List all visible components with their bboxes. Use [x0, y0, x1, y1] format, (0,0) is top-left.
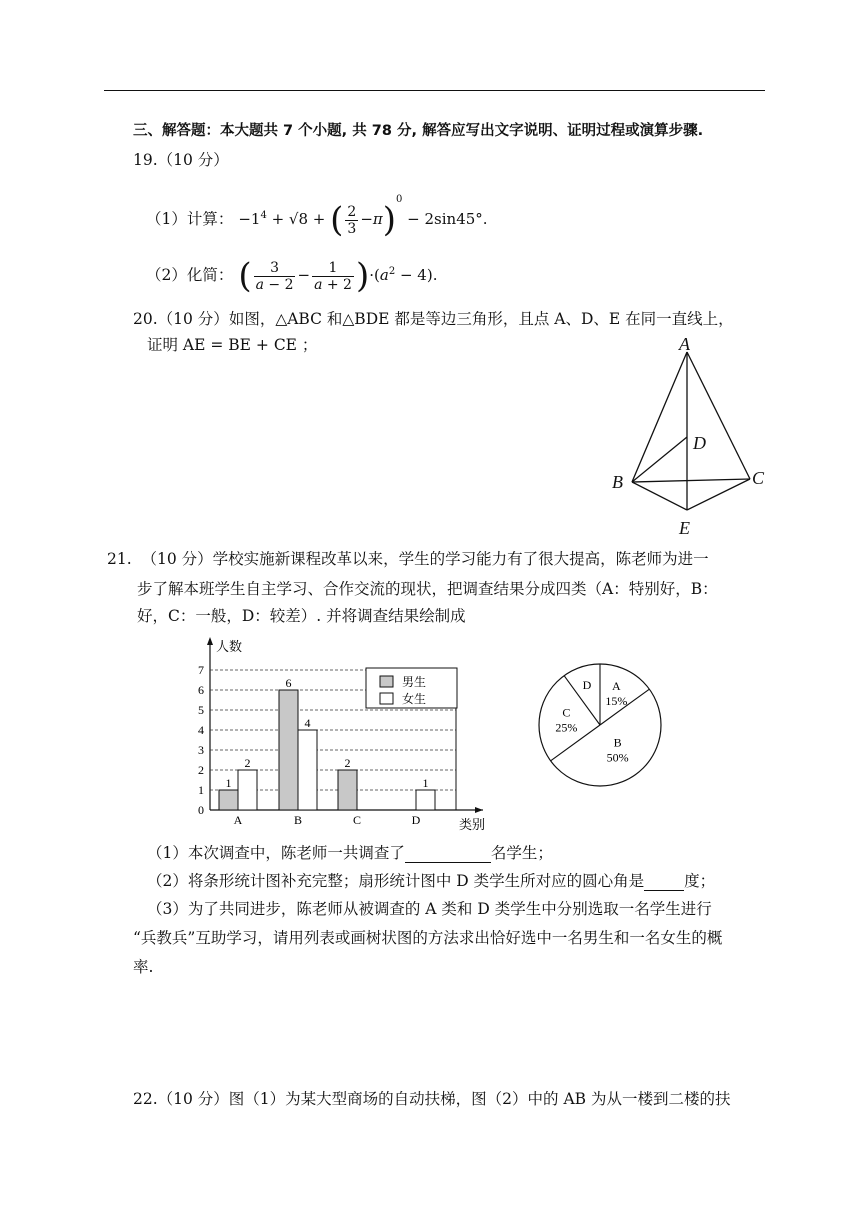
pie-chart	[535, 660, 665, 790]
q21-line1	[107, 549, 709, 569]
q20-line2: 证明 AE = BE + CE ；	[147, 336, 318, 354]
q21-line3: 好，C：一般，D：较差）. 并将调查结果绘制成	[137, 607, 466, 625]
q21-sub2-text: （2）将条形统计图补充完整；扇形统计图中 D 类学生所对应的圆心角是	[147, 872, 645, 890]
pie-slice-label-a: A	[612, 678, 621, 693]
q21-sub3-line2: “兵教兵”互助学习，请用列表或画树状图的方法求出恰好选中一名男生和一名女生的概	[133, 929, 723, 947]
legend-label: 男生	[402, 675, 427, 689]
point-label-b: B	[612, 472, 623, 492]
q19-expr2: ( $\frac{3}{a - 2}$ − $\frac{1}{a + 2}$ )$\cdot(a^2 - 4)$.	[238, 256, 438, 296]
q21-sub1-suffix: 名学生；	[490, 844, 553, 862]
legend-swatch	[380, 693, 393, 704]
point-label-c: C	[752, 468, 765, 488]
pie-slice-label-b: B	[613, 735, 622, 750]
q19-part2-label: （2）化简：	[146, 266, 234, 284]
bar-data-label: 2	[244, 756, 251, 770]
top-rule	[104, 90, 765, 91]
bar-chart	[178, 633, 498, 833]
q19-part1-label: （1）计算：	[146, 210, 234, 228]
point-label-e: E	[679, 518, 690, 538]
y-tick-label: 7	[198, 663, 204, 677]
x-tick-label: D	[411, 813, 421, 827]
q21-sub2-suffix: 度；	[684, 872, 716, 890]
triangle-figure	[600, 332, 775, 542]
bar-male-b	[279, 690, 298, 810]
q21-sub2	[147, 871, 715, 891]
bar-male-a	[219, 790, 238, 810]
x-tick-label: B	[293, 813, 303, 827]
x-axis-label: 类别	[459, 817, 486, 832]
bar-data-label: 1	[225, 776, 232, 790]
q21-sub3-line3: 率.	[133, 958, 154, 976]
pie-slice-label-a-pct: 15%	[605, 693, 628, 708]
edge-bc	[632, 479, 750, 482]
bar-data-label: 2	[344, 756, 351, 770]
pie-slice-label-b-pct: 50%	[606, 750, 629, 765]
answer-blank-2[interactable]	[644, 874, 684, 891]
bar-data-label: 1	[422, 776, 429, 790]
q19-part2	[146, 256, 438, 296]
q21-line2: 步了解本班学生自主学习、合作交流的现状，把调查结果分成四类（A：特别好，B：	[137, 580, 718, 598]
y-tick-label: 3	[198, 743, 204, 757]
bar-male-c	[338, 770, 357, 810]
y-tick-label: 0	[198, 803, 204, 817]
section-heading: 三、解答题：本大题共 7 个小题, 共 78 分, 解答应写出文字说明、证明过程或演算步骤.	[133, 123, 704, 139]
q21-number: 21.	[107, 550, 132, 568]
point-label-d: D	[693, 433, 706, 453]
pie-slice-label-d: D	[582, 678, 592, 693]
y-tick-label: 5	[198, 703, 204, 717]
y-axis-arrow	[207, 637, 213, 645]
bar-female-b	[298, 730, 317, 810]
y-tick-label: 6	[198, 683, 204, 697]
q21-sub3-line1: （3）为了共同进步，陈老师从被调查的 A 类和 D 类学生中分别选取一名学生进行	[147, 900, 712, 918]
bar-data-label: 4	[304, 716, 311, 730]
pie-slice-label-c: C	[562, 705, 571, 720]
q19-expr1: $-1^4 + √8$ + ( $\frac{2}{3}$ −π)$^0$ − 2sin45°.	[238, 194, 488, 240]
y-tick-label: 4	[198, 723, 204, 737]
answer-blank-1[interactable]	[405, 846, 491, 863]
legend-label: 女生	[402, 692, 427, 706]
edge-ac	[687, 352, 750, 479]
legend-swatch	[380, 676, 393, 687]
q20-number: 20.（10 分）	[133, 310, 229, 328]
x-tick-label: C	[352, 813, 362, 827]
y-axis-label: 人数	[216, 639, 243, 654]
q19-part1	[146, 190, 488, 240]
bar-data-label: 6	[285, 676, 292, 690]
bar-female-a	[238, 770, 257, 810]
q20-line1	[133, 309, 734, 329]
q22-line1: 22.（10 分）图（1）为某大型商场的自动扶梯，图（2）中的 AB 为从一楼到二楼的扶	[133, 1090, 731, 1108]
q21-text: （10 分）学校实施新课程改革以来，学生的学习能力有了很大提高，陈老师为进一	[141, 550, 709, 568]
edge-bd	[632, 437, 687, 482]
q20-text: 如图，△ABC 和△BDE 都是等边三角形，且点 A、D、E 在同一直线上，	[228, 310, 734, 328]
q19-number: 19.（10 分）	[133, 151, 229, 169]
point-label-a: A	[679, 334, 690, 354]
y-tick-label: 1	[198, 783, 204, 797]
x-axis-arrow	[475, 807, 483, 813]
pie-slice-label-c-pct: 25%	[555, 720, 578, 735]
bar-female-d	[416, 790, 435, 810]
edge-ab	[632, 352, 687, 482]
q21-sub1	[147, 843, 553, 863]
edge-ce	[687, 479, 750, 510]
q21-sub1-text: （1）本次调查中，陈老师一共调查了	[147, 844, 405, 862]
edge-be	[632, 482, 687, 510]
x-tick-label: A	[233, 813, 243, 827]
y-tick-label: 2	[198, 763, 204, 777]
